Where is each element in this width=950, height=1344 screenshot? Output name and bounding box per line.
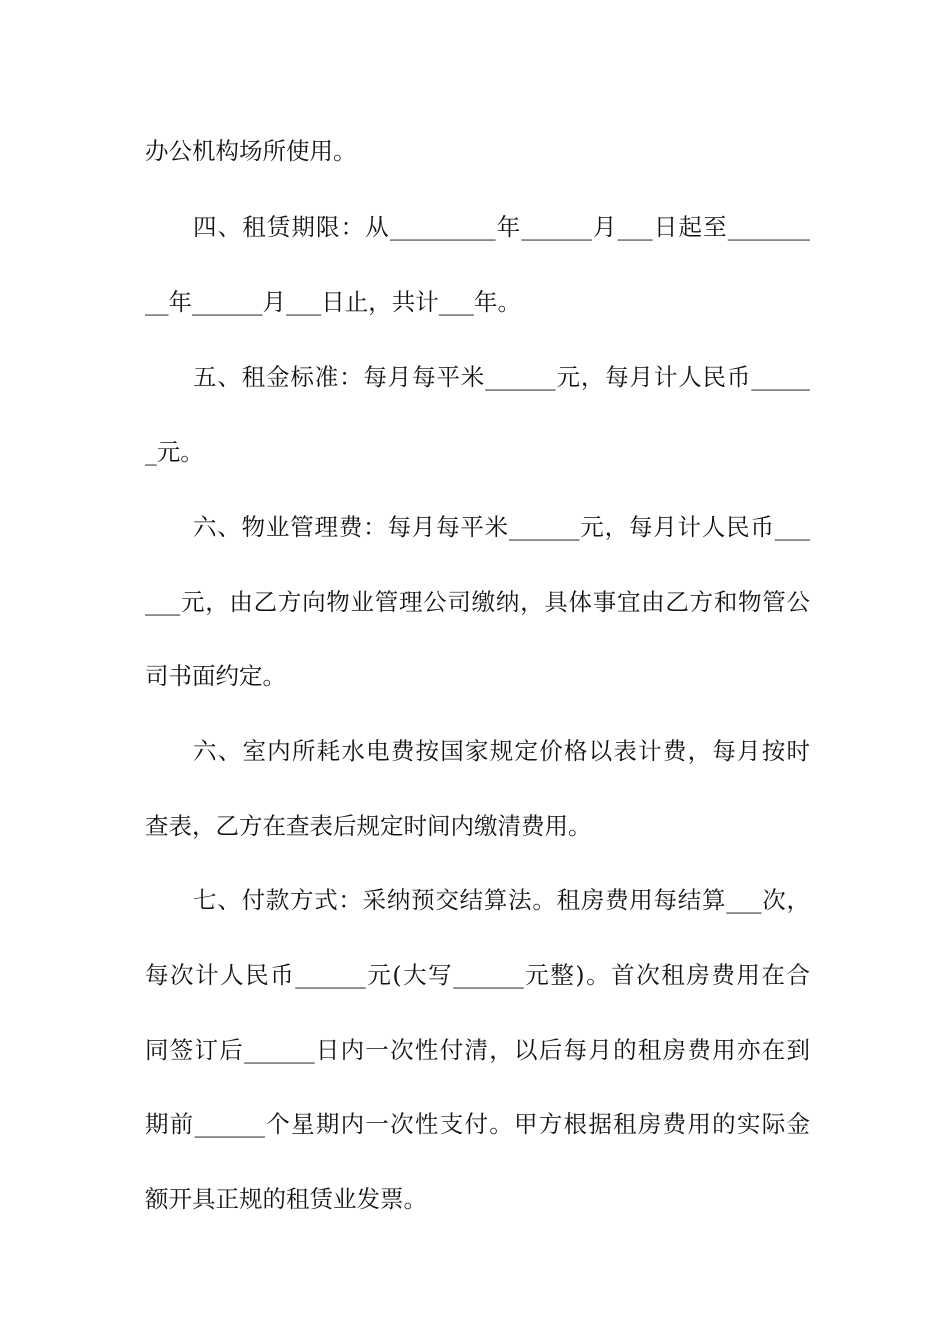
text-line-8: 司书面约定。 (145, 662, 286, 690)
text-line-14: 期前______个星期内一次性支付。甲方根据租房费用的实际金 (145, 1110, 810, 1138)
text-line-10: 查表，乙方在查表后规定时间内缴清费用。 (145, 812, 592, 840)
text-line-2: 四、租赁期限：从_________年______月___日起至_______ (193, 213, 810, 241)
text-line-12: 每次计人民币______元(大写______元整)。首次租房费用在合 (145, 961, 810, 989)
text-line-15: 额开具正规的租赁业发票。 (145, 1185, 427, 1213)
text-line-13: 同签订后______日内一次性付清，以后每月的租房费用亦在到 (145, 1036, 810, 1064)
text-line-6: 六、物业管理费：每月每平米______元，每月计人民币___ (193, 513, 810, 541)
text-line-7: ___元，由乙方向物业管理公司缴纳，具体事宜由乙方和物管公 (145, 588, 810, 616)
text-line-5: _元。 (145, 438, 204, 466)
text-line-4: 五、租金标准：每月每平米______元，每月计人民币_____ (193, 363, 810, 391)
text-line-1: 办公机构场所使用。 (145, 137, 357, 165)
text-line-3: __年______月___日止，共计___年。 (145, 288, 521, 316)
text-line-11: 七、付款方式：采纳预交结算法。租房费用每结算___次， (193, 886, 810, 914)
text-line-9: 六、室内所耗水电费按国家规定价格以表计费，每月按时 (193, 737, 810, 765)
